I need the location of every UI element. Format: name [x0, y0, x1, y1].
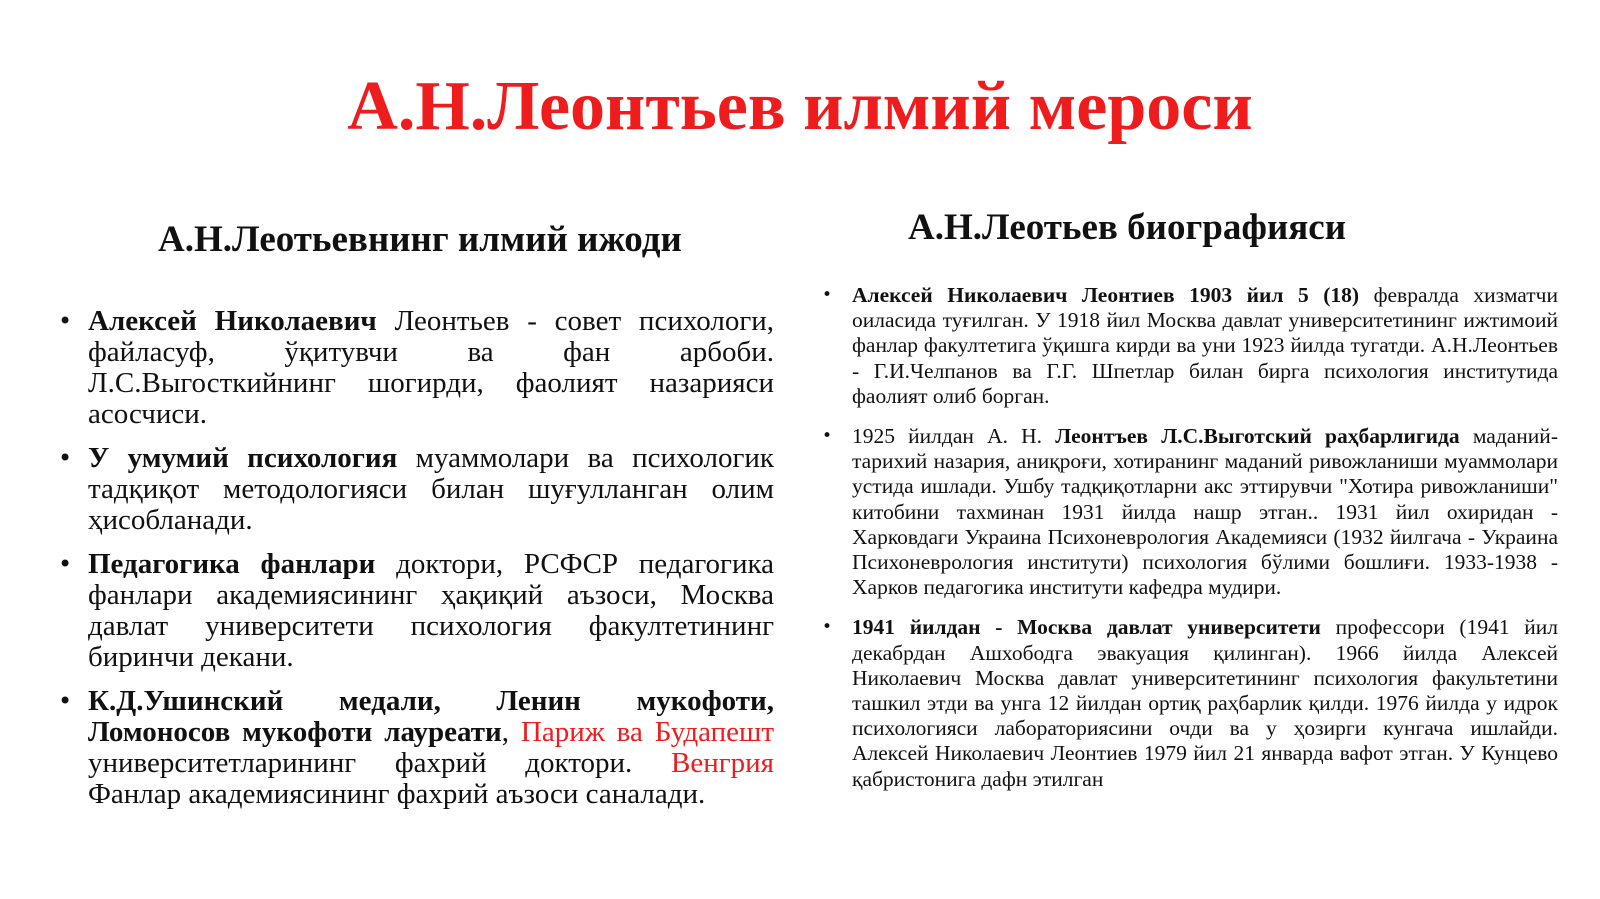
list-item	[58, 305, 774, 430]
item-text: февралда хизматчи оиласида туғилган. У 1918 йил Москва давлат университетининг ижтимоий фанлар факултетига ўқишга кирди ва уни 1923 йилда тугатди. А.Н.Леонтьев - Г.И.Челпанов ва Г.Г. Шпетлар билан бирга психология институтида фаолият олиб борган.	[852, 283, 1558, 408]
item-text: доктори, РСФСР педагогика фанлари академиясининг ҳақиқий аъзоси, Москва давлат университети психология факултетининг биринчи декани.	[88, 548, 774, 673]
left-bullet-list	[58, 305, 775, 823]
item-text: университетларининг фахрий доктори.	[88, 747, 671, 779]
bullet-icon: •	[58, 307, 73, 335]
item-text: ,	[501, 716, 521, 748]
item-text: муаммолари ва психологик тадқиқот методологияси билан шуғулланган олим ҳисобланади.	[88, 442, 774, 536]
list-item	[822, 424, 1558, 600]
list-item	[58, 548, 774, 673]
list-item	[58, 442, 774, 536]
bullet-icon: •	[822, 285, 833, 305]
highlight-text: Венгрия	[671, 747, 774, 779]
item-bold-text: К.Д.Ушинский медали, Ленин мукофоти, Ломоносов мукофоти лауреати	[88, 685, 774, 748]
item-bold-text: У умумий психология	[88, 442, 398, 474]
slide-title: А.Н.Леонтьев илмий мероси	[347, 68, 1253, 145]
right-bullet-list	[822, 283, 1559, 807]
bullet-icon: •	[822, 426, 833, 447]
left-column-heading: А.Н.Леотьевнинг илмий ижоди	[158, 219, 682, 260]
item-bold-text: Алексей Николаевич Леонтиев 1903 йил 5 (18)	[852, 283, 1360, 307]
item-text: 1925 йилдан А. Н.	[852, 424, 1056, 449]
bullet-icon: •	[58, 687, 73, 715]
item-bold-text: Алексей Николаевич	[88, 305, 377, 337]
item-bold-text: Педагогика фанлари	[88, 548, 376, 580]
bullet-icon: •	[58, 444, 73, 472]
item-text: маданий-тарихий назария, аниқроғи, хотиранинг маданий ривожланиши муаммолари устида ишлади. Ушбу тадқиқотларни акс эттирувчи "Хотира ривожланиши" китобини тахминан 1931 йилда нашр этган.. 1931 йил охиридан - Харковдаги Украина Психоневрология Академияси (1932 йилгача - Украина Психоневрология институти) психология бўлими бошлиғи. 1933-1938 - Харков педагогика институти кафедра мудири.	[852, 424, 1558, 600]
bullet-icon: •	[58, 550, 73, 578]
item-bold-text: Леонтъев Л.С.Выготский раҳбарлигида	[1055, 424, 1460, 449]
item-text: Леонтьев - совет психологи, файласуф, ўқитувчи ва фан арбоби. Л.С.Выгосткийнинг шогирди, фаолият назарияси асосчиси.	[88, 305, 774, 430]
item-text: профессори (1941 йил декабрдан Ашхободга эвакуация қилинган). 1966 йилда Алексей Николаевич Москва давлат университетининг психология факультетини ташкил этди ва унга 12 йилдан ортиқ раҳбарлик қилди. 1976 йилда у идрок психологияси лабораториясини очди ва у ҳозирги кунгача ишлайди. Алексей Николаевич Леонтиев 1979 йил 21 январда вафот этган. У Кунцево қабристонига дафн этилган	[852, 615, 1559, 791]
right-column-heading: А.Н.Леотьев биографияси	[908, 207, 1347, 248]
list-item	[822, 615, 1559, 791]
list-item	[58, 685, 775, 810]
highlight-text: Париж ва Будапешт	[520, 716, 775, 748]
item-text: Фанлар академиясининг фахрий аъзоси саналади.	[88, 778, 706, 810]
item-bold-text: 1941 йилдан - Москва давлат университети	[852, 615, 1321, 640]
bullet-icon: •	[822, 617, 833, 638]
list-item	[822, 283, 1558, 409]
